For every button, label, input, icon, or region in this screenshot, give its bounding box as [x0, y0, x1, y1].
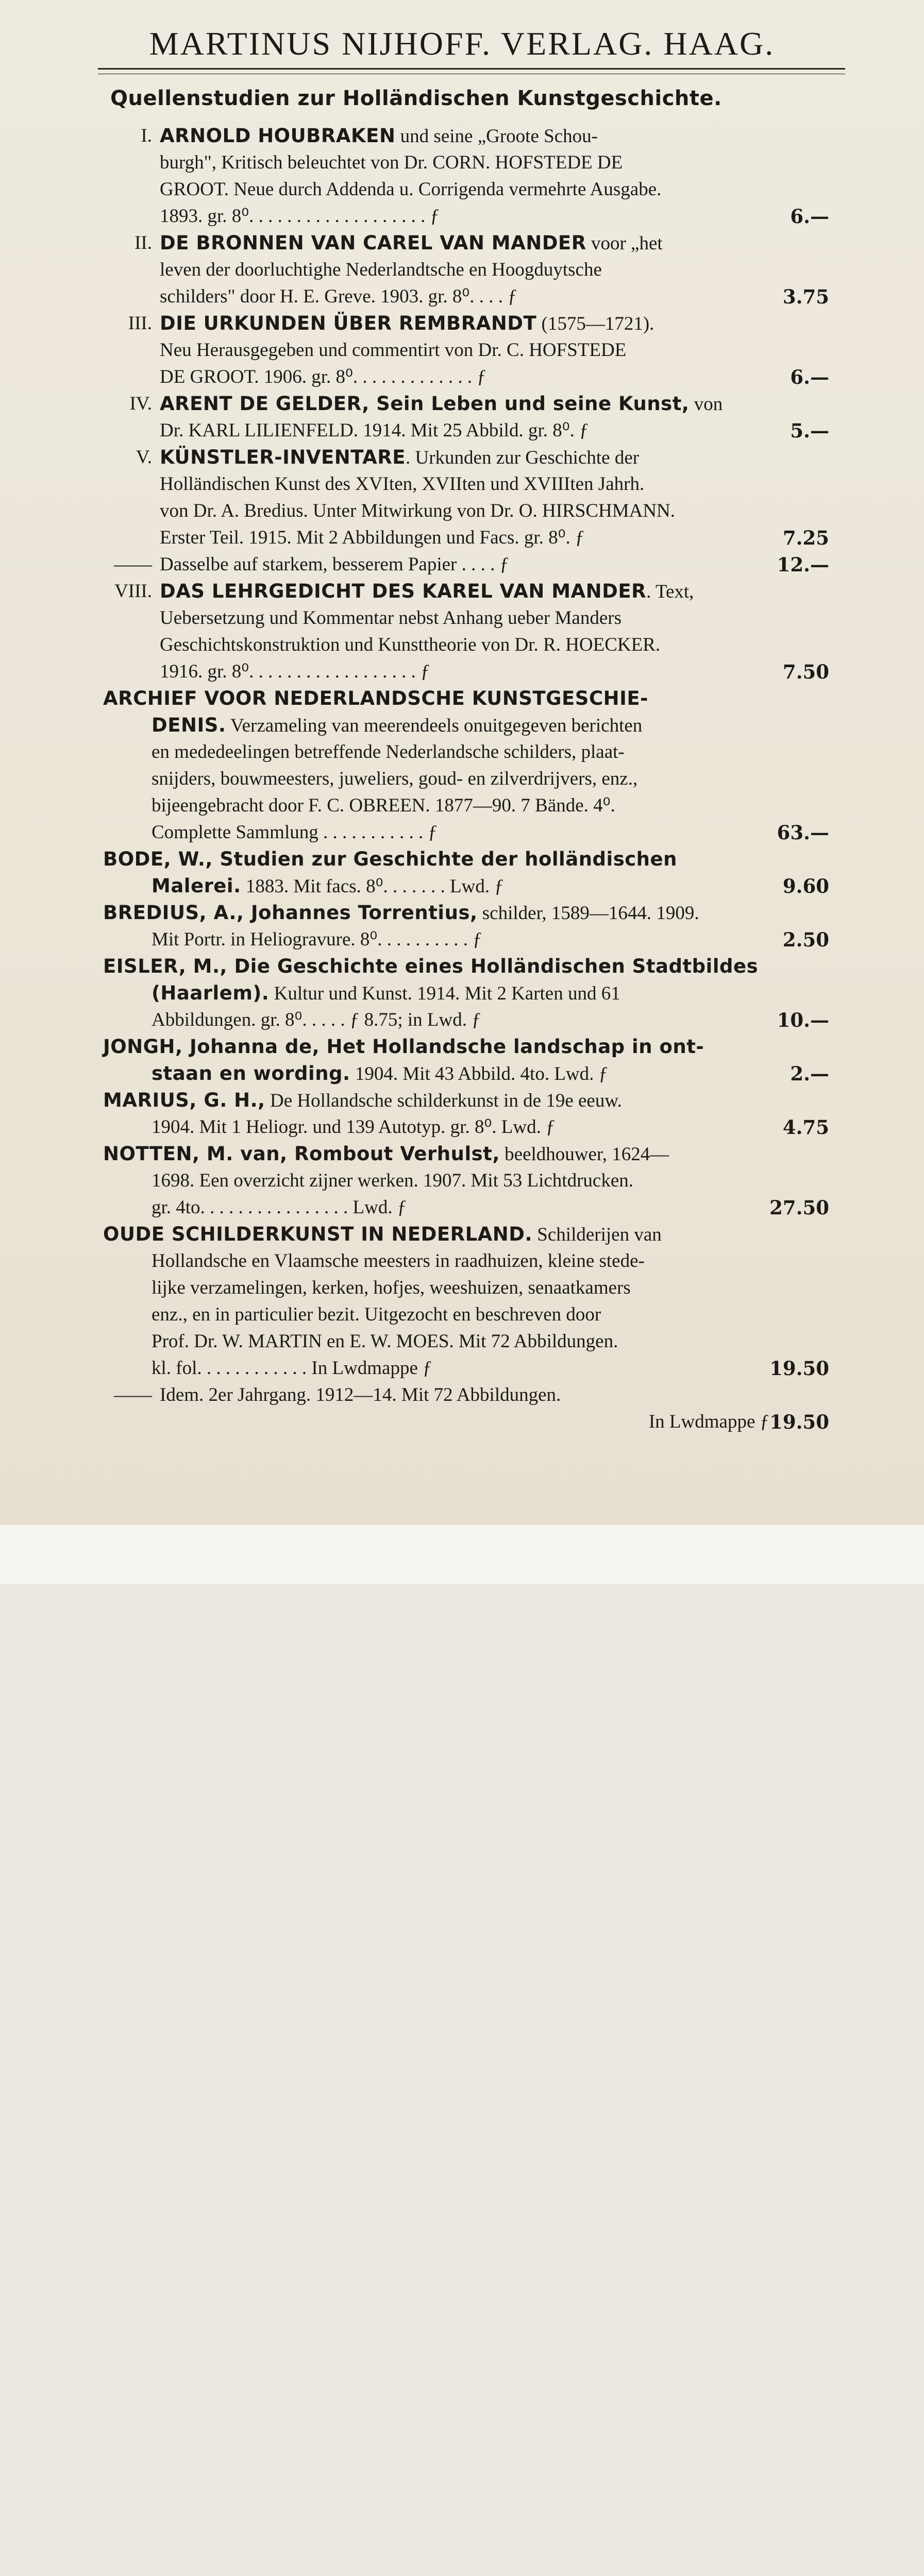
entry-title: NOTTEN, M. van, Rombout Verhulst, [103, 1143, 500, 1165]
catalog-line [0, 498, 924, 524]
catalog-line [0, 1382, 924, 1409]
line-body [152, 926, 482, 953]
catalog-line [0, 846, 924, 873]
line-text [160, 658, 829, 685]
line-text [160, 310, 829, 337]
line-body [152, 1355, 432, 1382]
catalog-line [0, 712, 924, 739]
line-body [152, 1060, 608, 1088]
line-text [160, 1409, 829, 1435]
line-text [160, 444, 829, 471]
entry-title: DIE URKUNDEN ÜBER REMBRANDT [160, 312, 537, 334]
catalog-line [0, 819, 924, 846]
line-body [152, 739, 625, 766]
line-text [160, 149, 829, 176]
catalog-line [0, 1301, 924, 1328]
text-run: De Hollandsche schilderkunst in de 19e eeuw. [265, 1090, 622, 1111]
line-body [103, 846, 677, 873]
price: 6.— [790, 205, 829, 228]
price: 9.60 [782, 875, 829, 897]
line-text [160, 471, 829, 498]
catalog-line [0, 578, 924, 605]
line-text [160, 632, 829, 658]
line-text [152, 1355, 829, 1382]
header-rule-thick [98, 68, 845, 70]
line-text [160, 337, 829, 364]
text-run: 1916. gr. 8⁰. . . . . . . . . . . . . . . . . . ƒ [160, 661, 430, 682]
text-run: Neu Herausgegeben und commentirt von Dr. C. HOFSTEDE [160, 340, 627, 361]
line-text [103, 953, 829, 980]
price: 7.25 [782, 527, 829, 549]
text-run: leven der doorluchtighe Nederlandtsche en Hoogduytsche [160, 259, 602, 280]
catalog-line [0, 1409, 924, 1435]
line-text [160, 230, 829, 257]
line-text [152, 873, 829, 900]
price: 63.— [777, 821, 829, 844]
line-text [152, 1060, 829, 1088]
line-body [160, 310, 654, 337]
catalog-line [0, 551, 924, 578]
text-run: und seine „Groote Schou- [395, 126, 598, 147]
line-body [160, 605, 621, 632]
catalog-line [0, 1141, 924, 1167]
line-text [160, 1382, 829, 1409]
text-run: 1893. gr. 8⁰. . . . . . . . . . . . . . . . . . . ƒ [160, 206, 440, 227]
line-body [160, 524, 584, 551]
text-run: Erster Teil. 1915. Mit 2 Abbildungen und Facs. gr. 8⁰. ƒ [160, 527, 585, 548]
text-run: Dr. KARL LILIENFELD. 1914. Mit 25 Abbild. gr. 8⁰. ƒ [160, 420, 589, 441]
catalog-line [0, 658, 924, 685]
catalog-line [0, 230, 924, 257]
catalog-line [0, 1007, 924, 1033]
line-body [160, 417, 589, 444]
catalog-line [0, 632, 924, 658]
entry-number: II. [135, 232, 152, 253]
line-text [152, 1167, 829, 1194]
price: 2.— [790, 1062, 829, 1085]
catalog-line [0, 873, 924, 900]
line-body [160, 1382, 561, 1409]
entry-title: ARNOLD HOUBRAKEN [160, 125, 396, 147]
price: 7.50 [782, 660, 829, 683]
line-text [152, 1301, 829, 1328]
text-run: lijke verzamelingen, kerken, hofjes, weeshuizen, senaatkamers [152, 1277, 631, 1298]
line-text [103, 1221, 829, 1248]
line-text [160, 203, 829, 230]
line-text [160, 605, 829, 632]
line-text [103, 685, 829, 713]
text-run: voor „het [586, 233, 663, 254]
text-run: von Dr. A. Bredius. Unter Mitwirkung von Dr. O. HIRSCHMANN. [160, 500, 676, 521]
entry-title: DENIS. [152, 714, 226, 736]
text-run: gr. 4to. . . . . . . . . . . . . . . . Lwd. ƒ [152, 1197, 407, 1218]
text-run: schilder, 1589—1644. 1909. [477, 903, 699, 924]
entry-number: —— [114, 1384, 152, 1405]
line-body [103, 1087, 622, 1114]
entry-title: MARIUS, G. H., [103, 1089, 265, 1111]
line-body [160, 551, 509, 578]
line-text [160, 123, 829, 150]
catalog-line [0, 149, 924, 176]
line-body [152, 980, 620, 1007]
text-run: Kultur und Kunst. 1914. Mit 2 Karten und 61 [269, 983, 620, 1004]
entry-title: ARENT DE GELDER, Sein Leben und seine Kunst, [160, 393, 690, 415]
price: 19.50 [769, 1357, 829, 1380]
line-body [152, 1007, 481, 1033]
line-text [152, 766, 829, 792]
catalog-line [0, 900, 924, 926]
line-body [160, 658, 430, 685]
price: 3.75 [782, 285, 829, 308]
line-text [152, 1248, 829, 1275]
catalog-line [0, 926, 924, 953]
line-text [152, 1007, 829, 1033]
line-text [152, 1194, 829, 1221]
line-body [152, 792, 615, 819]
catalog-line [0, 417, 924, 444]
line-body [152, 1248, 645, 1275]
line-text [160, 257, 829, 283]
text-run: snijders, bouwmeesters, juweliers, goud- en zilverdrijvers, enz., [152, 768, 638, 789]
text-run: von [689, 394, 723, 415]
text-run: kl. fol. . . . . . . . . . . . In Lwdmappe ƒ [152, 1358, 432, 1379]
text-run: DE GROOT. 1906. gr. 8⁰. . . . . . . . . . . . . ƒ [160, 366, 486, 387]
text-run: 1698. Een overzicht zijner werken. 1907. Mit 53 Lichtdrucken. [152, 1170, 633, 1191]
line-text [103, 1033, 829, 1061]
catalog-line [0, 1060, 924, 1087]
line-body [160, 203, 440, 230]
line-body [103, 953, 758, 980]
catalog-line [0, 792, 924, 819]
text-run: Geschichtskonstruktion und Kunsttheorie von Dr. R. HOECKER. [160, 634, 661, 655]
text-run: Schilderijen van [532, 1224, 662, 1245]
line-text [160, 498, 829, 524]
catalog-line [0, 257, 924, 283]
line-body [152, 819, 438, 846]
line-body [160, 283, 517, 310]
line-body [103, 1033, 704, 1061]
line-body [160, 578, 694, 605]
price: 2.50 [782, 928, 829, 951]
line-text [152, 819, 829, 846]
line-body [160, 498, 675, 524]
line-text [152, 926, 829, 953]
catalog-line [0, 953, 924, 980]
catalog-line [0, 1221, 924, 1248]
text-run: Dasselbe auf starkem, besserem Papier . . . . ƒ [160, 554, 510, 575]
publisher-header: MARTINUS NIJHOFF. VERLAG. HAAG. [149, 25, 775, 62]
catalog-line [0, 1194, 924, 1221]
catalog-entries [0, 123, 924, 1435]
text-run: Abbildungen. gr. 8⁰. . . . . ƒ 8.75; in Lwd. ƒ [152, 1009, 481, 1030]
catalog-line [0, 1275, 924, 1301]
text-run: . Urkunden zur Geschichte der [406, 447, 640, 468]
entry-title: DAS LEHRGEDICHT DES KAREL VAN MANDER [160, 580, 647, 602]
text-run: 1904. Mit 1 Heliogr. und 139 Autotyp. gr. 8⁰. Lwd. ƒ [152, 1116, 556, 1138]
text-run: (1575—1721). [536, 313, 654, 334]
catalog-line [0, 605, 924, 632]
line-body [152, 1275, 631, 1301]
catalog-line [0, 1087, 924, 1114]
line-body [649, 1409, 769, 1435]
line-body [160, 149, 623, 176]
text-run: Hollandsche en Vlaamsche meesters in raadhuizen, kleine stede- [152, 1250, 645, 1272]
line-body [152, 1114, 556, 1141]
price: 19.50 [769, 1411, 829, 1433]
line-text [152, 792, 829, 819]
line-text [160, 551, 829, 578]
line-body [160, 257, 602, 283]
entry-title: BREDIUS, A., Johannes Torrentius, [103, 902, 478, 924]
catalog-line [0, 1167, 924, 1194]
line-text [160, 578, 829, 605]
line-text [152, 739, 829, 766]
text-run: en mededeelingen betreffende Nederlandsche schilders, plaat- [152, 741, 625, 762]
line-text [152, 1114, 829, 1141]
line-text [160, 417, 829, 444]
catalog-line [0, 203, 924, 230]
catalog-line [0, 1248, 924, 1275]
price: 4.75 [782, 1116, 829, 1139]
catalog-line [0, 766, 924, 792]
entry-number: —— [114, 554, 152, 575]
text-run: Holländischen Kunst des XVIten, XVIIten und XVIIIten Jahrh. [160, 473, 645, 495]
price: 10.— [777, 1009, 829, 1031]
text-run: ARCHIEF VOOR NEDERLANDSCHE KUNSTGESCHIE- [103, 687, 648, 709]
text-run: EISLER, M., Die Geschichte eines Holländischen Stadtbildes [103, 955, 759, 977]
text-run: JONGH, Johanna de, Het Hollandsche landschap in ont- [103, 1036, 704, 1058]
line-body [160, 176, 661, 203]
entry-number: III. [128, 313, 152, 334]
line-body [103, 900, 699, 927]
entry-title: OUDE SCHILDERKUNST IN NEDERLAND. [103, 1223, 533, 1245]
catalog-line [0, 444, 924, 471]
catalog-line [0, 1355, 924, 1382]
text-run: beeldhouwer, 1624— [499, 1144, 669, 1165]
line-text [152, 1328, 829, 1355]
text-run: Prof. Dr. W. MARTIN en E. W. MOES. Mit 72 Abbildungen. [152, 1331, 618, 1352]
catalog-line [0, 391, 924, 417]
line-text [103, 1087, 829, 1114]
line-body [160, 391, 723, 418]
footer [0, 1525, 924, 1584]
price: 5.— [790, 419, 829, 442]
catalog-line [0, 685, 924, 712]
entry-title: KÜNSTLER-INVENTARE [160, 446, 406, 468]
text-run: . Text, [646, 581, 694, 602]
line-body [152, 766, 637, 792]
line-body [152, 1328, 618, 1355]
catalog-line [0, 310, 924, 337]
entry-number: IV. [129, 393, 152, 414]
text-run: Mit Portr. in Heliogravure. 8⁰. . . . . . . . . . ƒ [152, 929, 482, 950]
price: 12.— [777, 553, 829, 576]
catalog-line [0, 364, 924, 391]
line-text [160, 391, 829, 418]
text-run: 1904. Mit 43 Abbild. 4to. Lwd. ƒ [350, 1063, 609, 1084]
line-body [160, 632, 660, 658]
entry-title: Malerei. [152, 875, 241, 897]
line-text [152, 980, 829, 1007]
line-body [160, 471, 644, 498]
catalog-line [0, 176, 924, 203]
line-body [152, 1167, 633, 1194]
line-body [160, 364, 486, 391]
catalog-line [0, 739, 924, 766]
catalog-line [0, 1328, 924, 1355]
line-text [103, 900, 829, 927]
text-run: Verzameling van meerendeels onuitgegeven berichten [226, 715, 643, 736]
price: 27.50 [769, 1196, 829, 1219]
text-run: burgh", Kritisch beleuchtet von Dr. CORN. HOFSTEDE DE [160, 152, 623, 173]
catalog-line [0, 524, 924, 551]
section-title: Quellenstudien zur Holländischen Kunstgeschichte. [110, 87, 722, 110]
line-body [160, 444, 639, 471]
catalog-line [0, 123, 924, 149]
catalog-line [0, 283, 924, 310]
line-body [160, 337, 626, 364]
line-body [103, 1141, 669, 1168]
line-body [160, 230, 663, 257]
line-text [160, 364, 829, 391]
catalog-line [0, 337, 924, 364]
entry-number: V. [136, 447, 152, 468]
line-text [103, 846, 829, 873]
line-text [160, 176, 829, 203]
text-run: bijeengebracht door F. C. OBREEN. 1877—90. 7 Bände. 4⁰. [152, 795, 615, 816]
line-body [103, 1221, 662, 1248]
entry-title: staan en wording. [152, 1062, 350, 1084]
line-body [103, 685, 648, 713]
line-text [160, 283, 829, 310]
price: 6.— [790, 366, 829, 388]
catalog-line [0, 980, 924, 1007]
entry-title: (Haarlem). [152, 982, 270, 1004]
text-run: BODE, W., Studien zur Geschichte der holländischen [103, 848, 677, 870]
catalog-line [0, 1114, 924, 1141]
text-run: 1883. Mit facs. 8⁰. . . . . . . Lwd. ƒ [241, 876, 504, 897]
line-text [103, 1141, 829, 1168]
entry-number: I. [141, 125, 152, 146]
text-run: Uebersetzung und Kommentar nebst Anhang ueber Manders [160, 607, 621, 629]
line-text [152, 1275, 829, 1301]
line-body [152, 873, 504, 900]
text-run: In Lwdmappe ƒ [648, 1411, 770, 1432]
catalog-line [0, 471, 924, 498]
text-run: enz., en in particulier bezit. Uitgezocht en beschreven door [152, 1304, 601, 1325]
line-body [152, 712, 642, 739]
line-body [152, 1194, 407, 1221]
line-text [152, 712, 829, 739]
text-run: GROOT. Neue durch Addenda u. Corrigenda vermehrte Ausgabe. [160, 179, 662, 200]
entry-title: DE BRONNEN VAN CAREL VAN MANDER [160, 232, 586, 254]
text-run: Idem. 2er Jahrgang. 1912—14. Mit 72 Abbildungen. [160, 1384, 561, 1405]
catalog-line [0, 1033, 924, 1060]
text-run: Complette Sammlung . . . . . . . . . . . ƒ [152, 822, 438, 843]
line-body [152, 1301, 601, 1328]
entry-number: VIII. [114, 581, 152, 602]
line-body [160, 123, 598, 150]
line-text [160, 524, 829, 551]
text-run: schilders" door H. E. Greve. 1903. gr. 8⁰. . . . ƒ [160, 286, 517, 307]
